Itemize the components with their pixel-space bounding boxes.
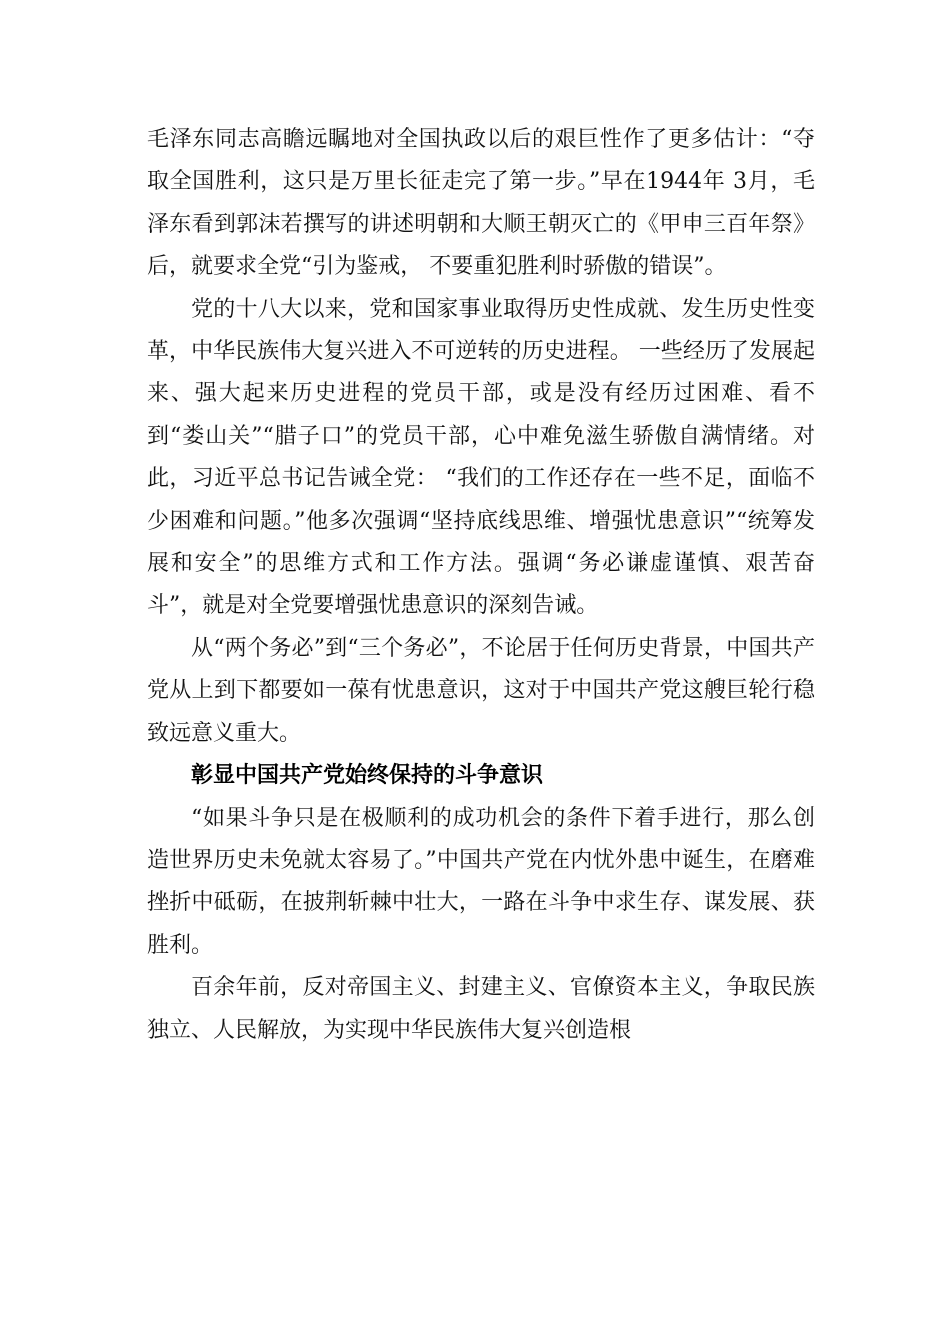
section-heading: 彰显中国共产党始终保持的斗争意识	[191, 763, 544, 789]
paragraph: 从“两个务必”到“三个务必”，不论居于任何历史背景，中国共产党从上到下都要如一葆有忧患意识，这对于中国共产党这艘巨轮行稳致远意义重大。	[147, 635, 815, 746]
paragraph-continuation: 毛泽东同志高瞻远瞩地对全国执政以后的艰巨性作了更多估计：“夺取全国胜利，这只是万里长征走完了第一步。”早在1944年 3月，毛泽东看到郭沫若撰写的讲述明朝和大顺王朝灭亡的《甲申三百年祭》后，就要求全党“引为鉴戒， 不要重犯胜利时骄傲的错误”。	[147, 127, 815, 280]
paragraph: 党的十八大以来，党和国家事业取得历史性成就、发生历史性变革，中华民族伟大复兴进入不可逆转的历史进程。 一些经历了发展起来、强大起来历史进程的党员干部，或是没有经历过困难、看不到“娄山关”“腊子口”的党员干部，心中难免滋生骄傲自满情绪。对此，习近平总书记告诫全党： “我们的工作还存在一些不足，面临不少困难和问题。”他多次强调“坚持底线思维、增强忧患意识”“统筹发展和安全”的思维方式和工作方法。强调“务必谦虚谨慎、艰苦奋斗”，就是对全党要增强忧患意识的深刻告诫。	[147, 296, 815, 619]
document-body	[147, 119, 815, 1052]
paragraph: 百余年前，反对帝国主义、封建主义、官僚资本主义，争取民族独立、人民解放，为实现中华民族伟大复兴创造根	[147, 975, 815, 1043]
paragraph: “如果斗争只是在极顺利的成功机会的条件下着手进行，那么创造世界历史未免就太容易了。”中国共产党在内忧外患中诞生，在磨难挫折中砥砺，在披荆斩棘中壮大，一路在斗争中求生存、谋发展、获胜利。	[147, 805, 815, 958]
